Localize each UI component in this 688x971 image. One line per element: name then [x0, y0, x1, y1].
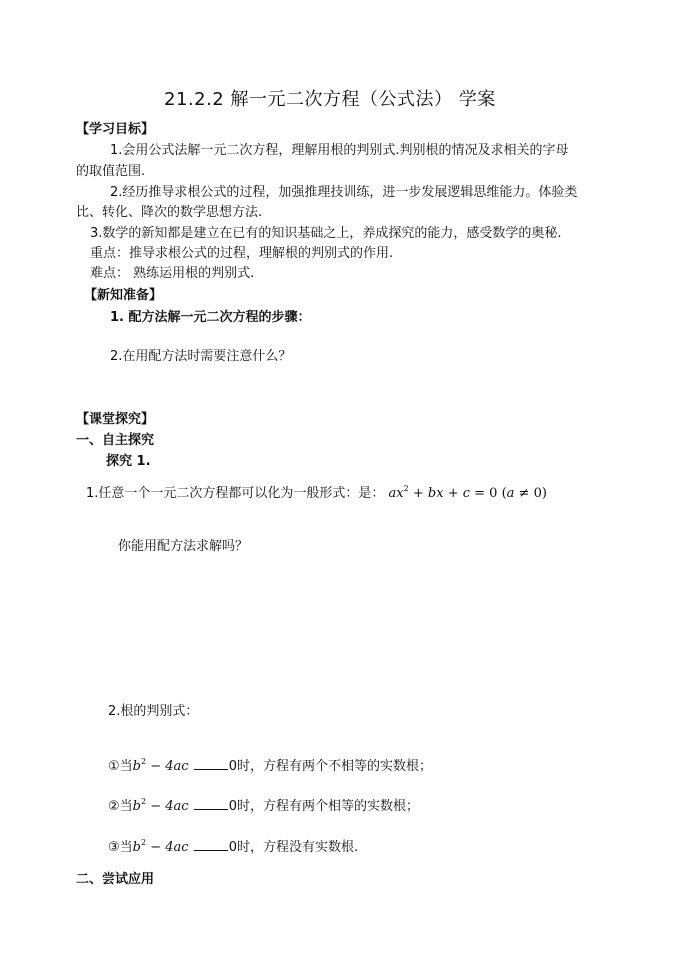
prep-question-2: 2.在用配方法时需要注意什么？ — [110, 349, 292, 364]
goal-item-2-line-2: 比、转化、降次的数学思想方法. — [76, 205, 263, 220]
case-1-text: 时，方程有两个不相等的实数根； — [236, 759, 432, 774]
prep-question-1: 1. 配方法解一元二次方程的步骤： — [110, 310, 311, 325]
case-3-marker: ③当 — [108, 840, 133, 855]
case-2-expression: $b^2 - 4ac$ — [132, 797, 189, 814]
case-1-zero: 0 — [228, 759, 237, 774]
general-form-question: 你能用配方法求解吗？ — [118, 539, 249, 554]
general-form-line — [86, 484, 547, 502]
case-3 — [108, 838, 358, 856]
goal-item-1-line-2: 的取值范围. — [76, 164, 146, 179]
prep-heading: 【新知准备】 — [84, 288, 163, 303]
case-1-blank[interactable] — [194, 757, 228, 770]
part2-heading: 二、尝试应用 — [76, 872, 155, 887]
page-title: 21.2.2 解一元二次方程（公式法） 学案 — [164, 89, 496, 110]
explore-heading: 【课堂探究】 — [76, 412, 155, 427]
difficulty-point: 难点： 熟练运用根的判别式. — [90, 266, 255, 281]
case-3-text: 时，方程没有实数根. — [236, 840, 359, 855]
key-point: 重点：推导求根公式的过程，理解根的判别式的作用. — [90, 246, 394, 261]
case-2-text: 时，方程有两个相等的实数根； — [236, 799, 419, 814]
case-3-blank[interactable] — [194, 838, 228, 851]
discriminant-heading: 2.根的判别式： — [108, 704, 199, 719]
goal-item-1-line-1: 1.会用公式法解一元二次方程，理解用根的判别式.判别根的情况及求相关的字母 — [110, 143, 569, 158]
general-form-formula: $ax^2$ + bx + c = 0 (a ≠ 0) — [388, 484, 547, 501]
general-form-text: 1.任意一个一元二次方程都可以化为一般形式：是： — [86, 486, 385, 501]
goals-heading: 【学习目标】 — [76, 122, 155, 137]
case-1-expression: $b^2 - 4ac$ — [132, 757, 189, 774]
case-2-blank[interactable] — [194, 797, 228, 810]
part1-heading: 一、自主探究 — [76, 433, 155, 448]
explore-1-label: 探究 1. — [106, 454, 151, 469]
case-2-zero: 0 — [228, 799, 237, 814]
case-2 — [108, 797, 419, 815]
case-1-marker: ①当 — [108, 759, 133, 774]
goal-item-3: 3.数学的新知都是建立在已有的知识基础之上，养成探究的能力，感受数学的奥秘. — [90, 226, 562, 241]
case-3-zero: 0 — [228, 840, 237, 855]
goal-item-2-line-1: 2.经历推导求根公式的过程，加强推理技训练，进一步发展逻辑思维能力。体验类 — [110, 185, 578, 200]
case-2-marker: ②当 — [108, 799, 133, 814]
case-1 — [108, 757, 432, 775]
case-3-expression: $b^2 - 4ac$ — [132, 838, 189, 855]
